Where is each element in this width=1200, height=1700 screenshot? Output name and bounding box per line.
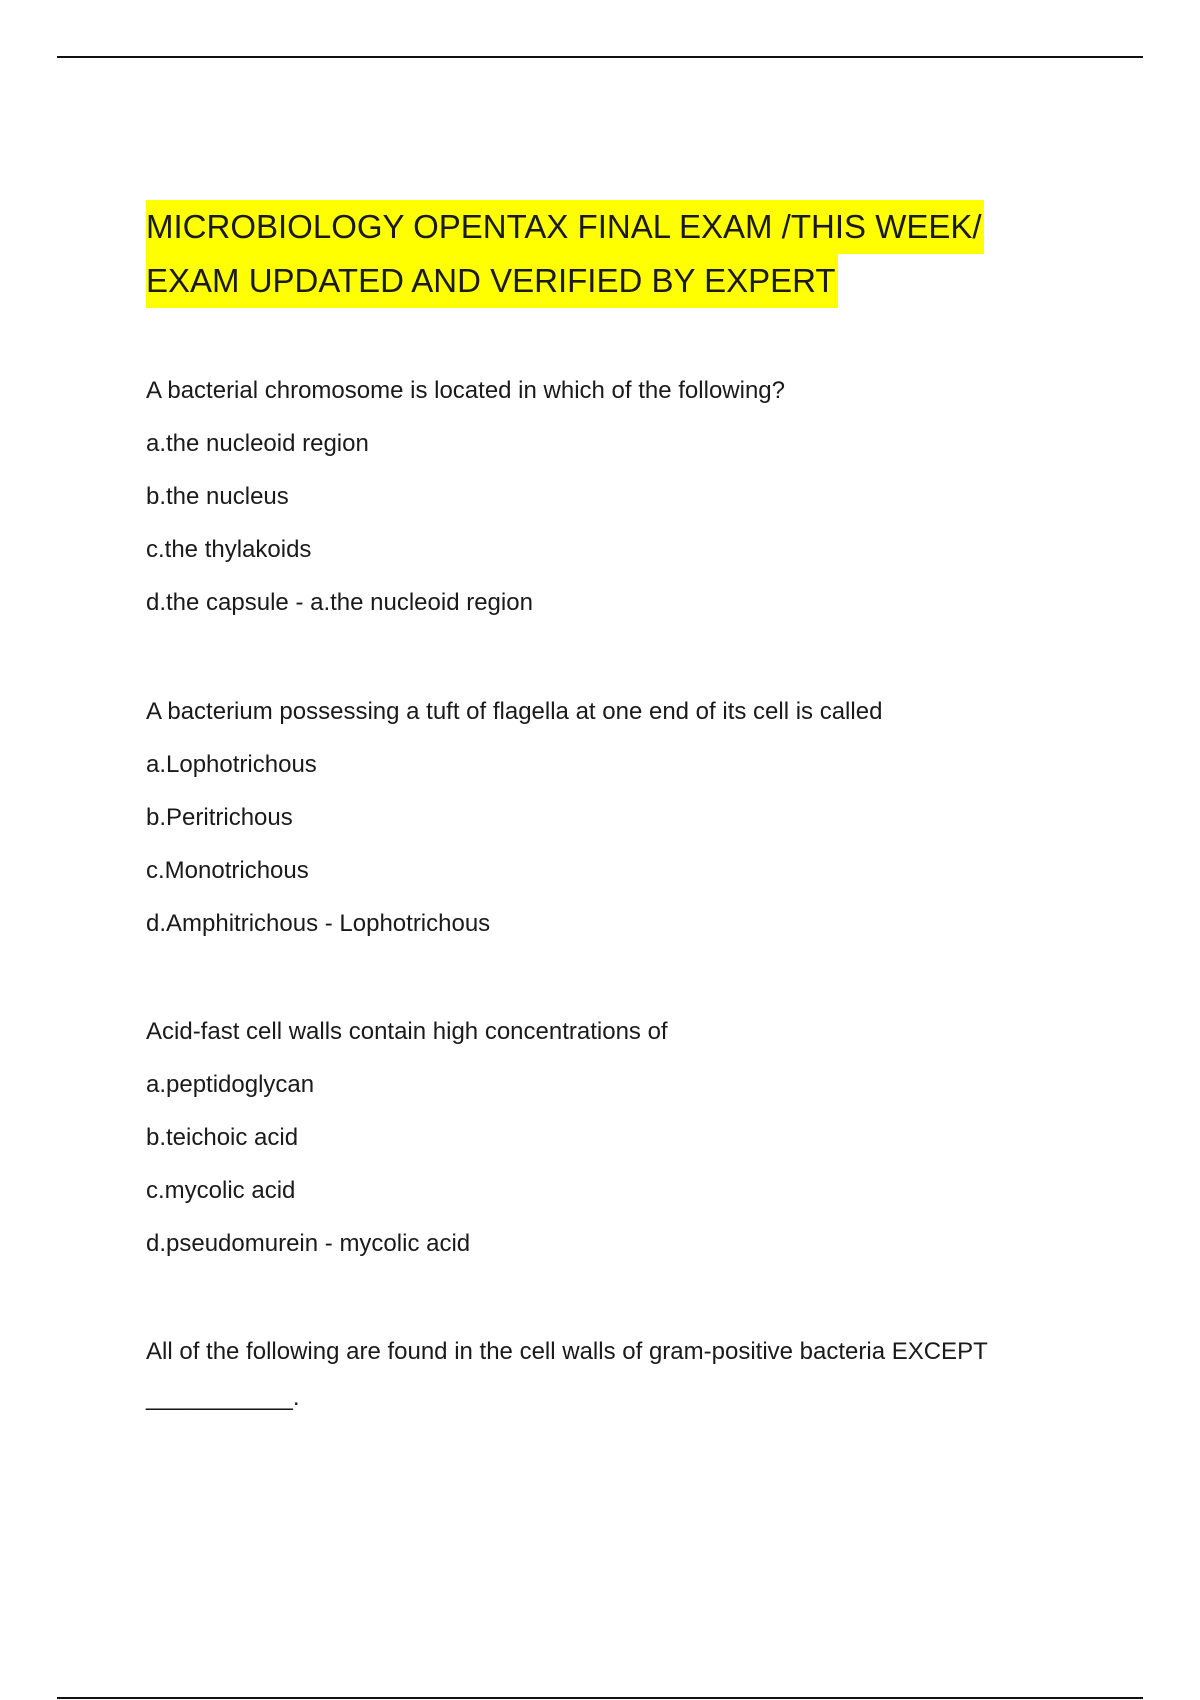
document-title	[146, 200, 1086, 308]
option-c: c.mycolic acid	[146, 1177, 296, 1204]
option-a: a.peptidoglycan	[146, 1071, 315, 1098]
option-b: b.Peritrichous	[146, 804, 293, 831]
question-text: All of the following are found in the cell walls of gram-positive bacteria EXCEPT	[146, 1338, 988, 1365]
question-text: A bacterial chromosome is located in which of the following?	[146, 377, 785, 404]
footer-rule	[57, 1697, 1143, 1699]
question-text: Acid-fast cell walls contain high concentrations of	[146, 1018, 668, 1045]
title-line-1: MICROBIOLOGY OPENTAX FINAL EXAM /THIS WEEK/	[146, 200, 984, 254]
option-d-with-answer: d.pseudomurein - mycolic acid	[146, 1230, 471, 1257]
question-block-2	[146, 685, 1096, 950]
answer-blank: ___________.	[146, 1384, 300, 1411]
question-block-1	[146, 364, 1096, 629]
option-d-with-answer: d.the capsule - a.the nucleoid region	[146, 589, 533, 616]
option-a: a.Lophotrichous	[146, 751, 317, 778]
question-block-3	[146, 1005, 1096, 1270]
option-a: a.the nucleoid region	[146, 430, 369, 457]
question-text: A bacterium possessing a tuft of flagella at one end of its cell is called	[146, 698, 883, 725]
option-d-with-answer: d.Amphitrichous - Lophotrichous	[146, 910, 491, 937]
header-rule	[57, 56, 1143, 58]
option-b: b.the nucleus	[146, 483, 289, 510]
question-block-4	[146, 1325, 1096, 1418]
option-b: b.teichoic acid	[146, 1124, 299, 1151]
title-line-2: EXAM UPDATED AND VERIFIED BY EXPERT	[146, 254, 838, 308]
option-c: c.Monotrichous	[146, 857, 309, 884]
option-c: c.the thylakoids	[146, 536, 312, 563]
